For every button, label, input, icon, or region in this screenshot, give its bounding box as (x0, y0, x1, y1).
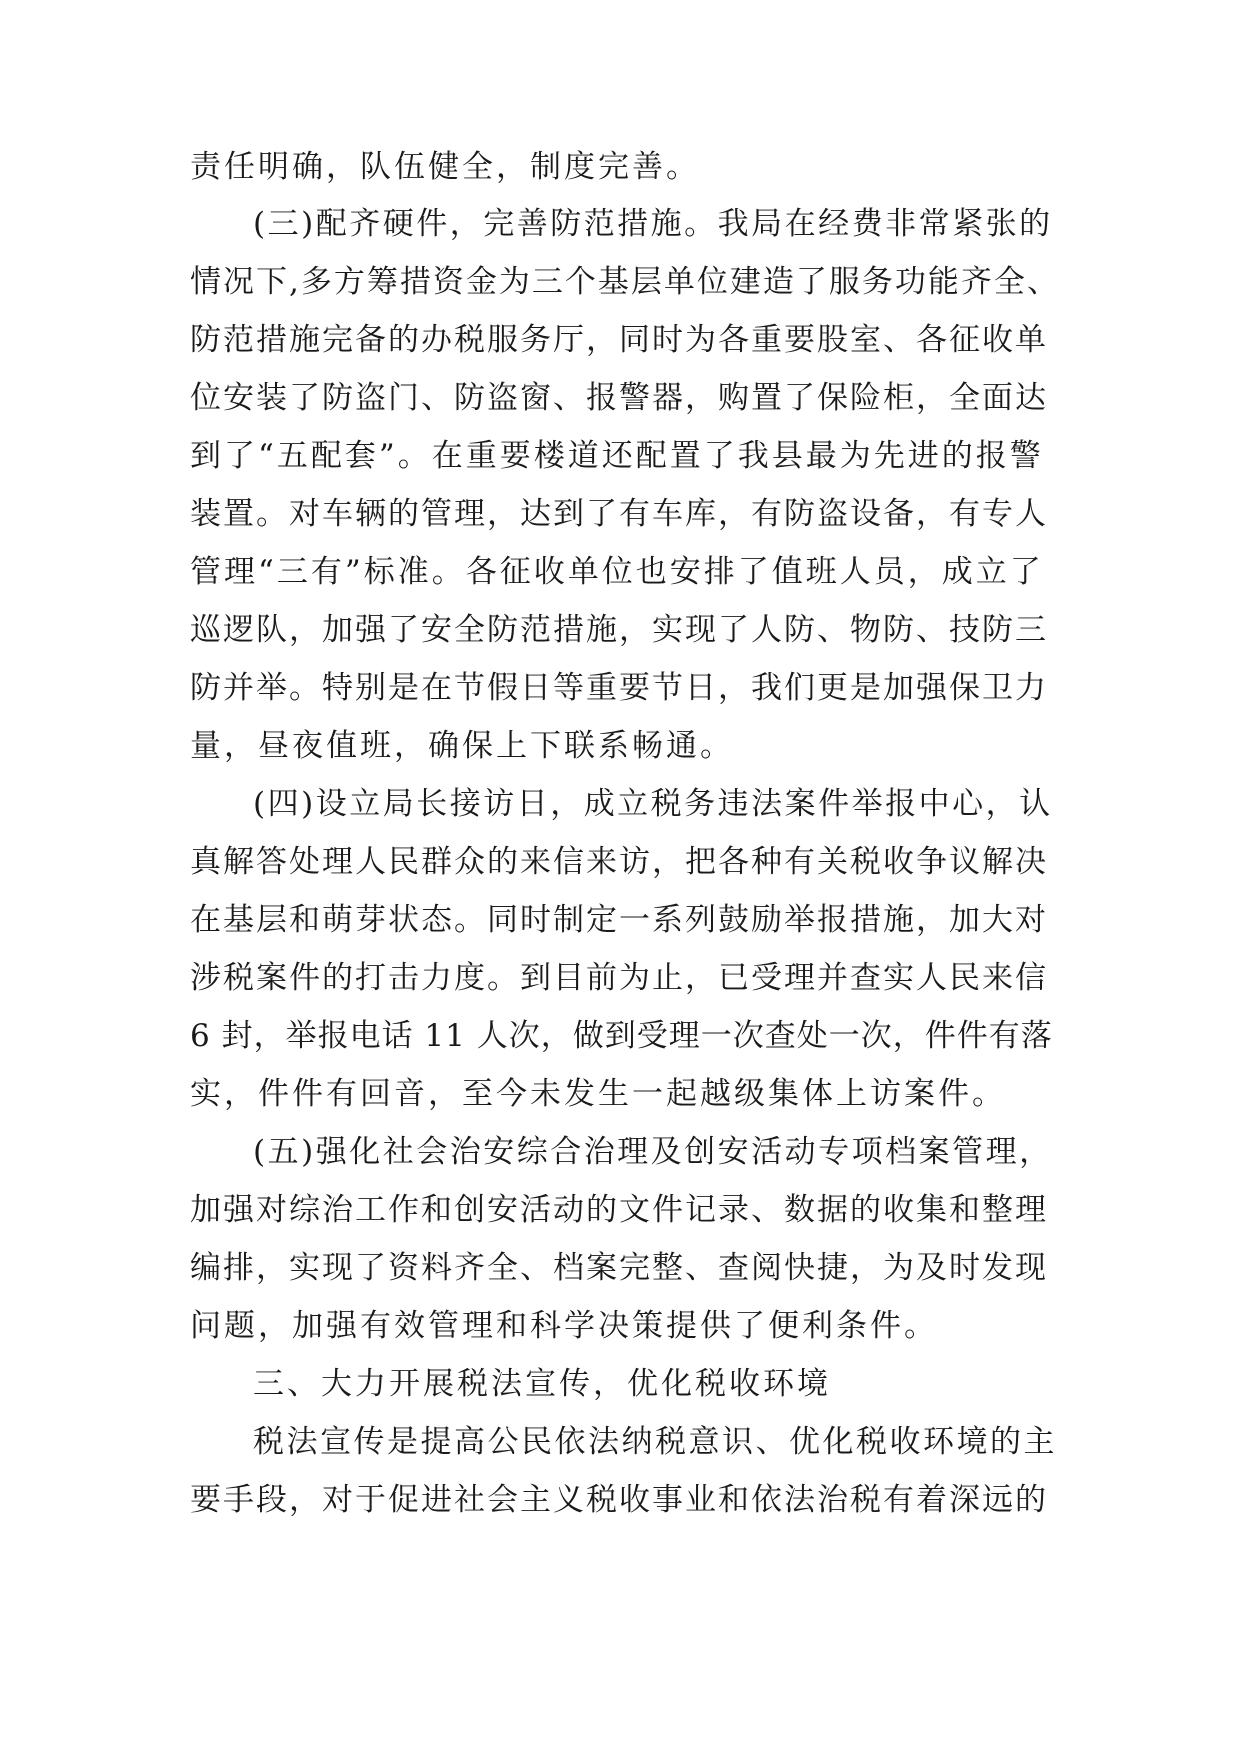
text-line: 实，件件有回音，至今未发生一起越级集体上访案件。 (190, 1076, 1006, 1112)
text-line: 涉税案件的打击力度。到目前为止，已受理并查实人民来信 (190, 960, 1048, 996)
text-line: 编排，实现了资料齐全、档案完整、查阅快捷，为及时发现 (190, 1250, 1048, 1286)
text-line: 量，昼夜值班，确保上下联系畅通。 (190, 728, 734, 764)
text-line: 装置。对车辆的管理，达到了有车库，有防盗设备，有专人 (190, 496, 1048, 532)
text-line: 问题，加强有效管理和科学决策提供了便利条件。 (190, 1308, 938, 1344)
text-line: 情况下,多方筹措资金为三个基层单位建造了服务功能齐全、 (190, 264, 1060, 300)
section-heading: 三、大力开展税法宣传，优化税收环境 (253, 1366, 831, 1402)
text-line: 位安装了防盗门、防盗窗、报警器，购置了保险柜，全面达 (190, 380, 1048, 416)
text-line: 加强对综治工作和创安活动的文件记录、数据的收集和整理 (190, 1192, 1048, 1228)
text-line: 巡逻队，加强了安全防范措施，实现了人防、物防、技防三 (190, 612, 1048, 648)
text-line: 6 封，举报电话 11 人次，做到受理一次查处一次，件件有落 (190, 1018, 1053, 1054)
text-line: 在基层和萌芽状态。同时制定一系列鼓励举报措施，加大对 (190, 902, 1048, 938)
text-line: 责任明确，队伍健全，制度完善。 (190, 149, 700, 185)
text-line: (三)配齐硬件，完善防范措施。我局在经费非常紧张的 (253, 206, 1053, 242)
text-line: 防并举。特别是在节假日等重要节日，我们更是加强保卫力 (190, 670, 1048, 706)
text-line: 税法宣传是提高公民依法纳税意识、优化税收环境的主 (253, 1424, 1057, 1460)
text-line: (五)强化社会治安综合治理及创安活动专项档案管理， (253, 1134, 1053, 1170)
text-line: 防范措施完备的办税服务厅，同时为各重要股室、各征收单 (190, 322, 1048, 358)
text-line: 真解答处理人民群众的来信来访，把各种有关税收争议解决 (190, 844, 1048, 880)
text-line: (四)设立局长接访日，成立税务违法案件举报中心，认 (253, 786, 1053, 822)
text-line: 要手段，对于促进社会主义税收事业和依法治税有着深远的 (190, 1482, 1048, 1518)
text-line: 到了“五配套”。在重要楼道还配置了我县最为先进的报警 (190, 438, 1044, 474)
text-line: 管理“三有”标准。各征收单位也安排了值班人员，成立了 (190, 554, 1044, 590)
